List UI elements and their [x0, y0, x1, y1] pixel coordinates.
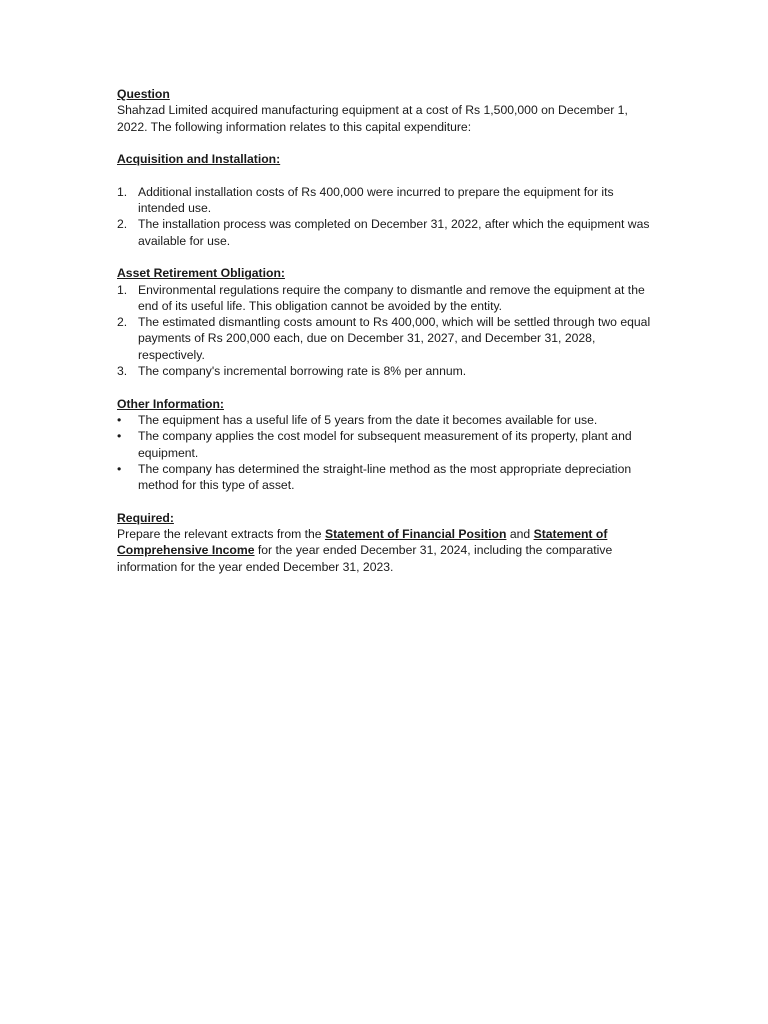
list-item-text: Additional installation costs of Rs 400,000 were incurred to prepare the equipment for its intended use.: [138, 184, 614, 216]
list-item: [117, 282, 657, 315]
statement-comprehensive-income-term: Statement of Comprehensive Income: [117, 527, 608, 558]
required-text-part: Prepare the relevant extracts from the: [117, 527, 325, 542]
bullet-marker: •: [117, 412, 122, 427]
acquisition-list: [117, 184, 657, 249]
aro-list: [117, 282, 657, 380]
list-item: [117, 363, 657, 379]
aro-heading: Asset Retirement Obligation:: [117, 266, 285, 281]
list-item-text: The company has determined the straight-line method as the most appropriate depreciation method for this type of asset.: [138, 461, 632, 493]
bullet-marker: •: [117, 461, 122, 476]
list-item-text: The estimated dismantling costs amount to Rs 400,000, which will be settled through two equal payments of Rs 200,000 each, due on December 31, 2027, and December 31, 2028, respectively.: [138, 315, 651, 362]
list-item-text: The equipment has a useful life of 5 years from the date it becomes available for use.: [138, 412, 598, 427]
list-item: [117, 428, 657, 461]
list-item: [117, 184, 657, 217]
list-item: [117, 461, 657, 494]
list-item: [117, 216, 657, 249]
spacer: [117, 135, 657, 151]
list-item: [117, 314, 657, 363]
list-marker: 2.: [117, 217, 128, 232]
spacer: [117, 167, 657, 183]
acquisition-heading: Acquisition and Installation:: [117, 152, 281, 167]
bullet-marker: •: [117, 429, 122, 444]
statement-financial-position-term: Statement of Financial Position: [324, 527, 507, 542]
required-text-part: and: [506, 527, 534, 542]
question-heading: Question: [117, 87, 170, 101]
list-item-text: The company applies the cost model for subsequent measurement of its property, plant and equipment.: [138, 429, 632, 460]
required-text-part: for the year ended December 31, 2024, including the comparative information for the year ended December 31, 2023.: [117, 543, 613, 574]
spacer: [117, 249, 657, 265]
required-text: [117, 526, 657, 575]
required-heading: Required:: [117, 510, 174, 525]
list-item: [117, 412, 657, 428]
spacer: [117, 379, 657, 395]
list-item-text: Environmental regulations require the company to dismantle and remove the equipment at the end of its useful life. This obligation cannot be avoided by the entity.: [138, 282, 645, 313]
spacer: [117, 493, 657, 509]
other-list: [117, 412, 657, 493]
list-item-text: The installation process was completed on December 31, 2022, after which the equipment was available for use.: [138, 217, 650, 248]
list-marker: 2.: [117, 315, 128, 330]
document-page: [117, 86, 657, 575]
list-marker: 1.: [117, 282, 128, 297]
list-item-text: The company's incremental borrowing rate is 8% per annum.: [138, 364, 467, 379]
other-heading: Other Information:: [117, 396, 224, 411]
list-marker: 1.: [117, 184, 128, 199]
question-text: Shahzad Limited acquired manufacturing equipment at a cost of Rs 1,500,000 on December 1, 2022. The following information relates to this capital expenditure:: [117, 103, 628, 134]
list-marker: 3.: [117, 364, 128, 379]
